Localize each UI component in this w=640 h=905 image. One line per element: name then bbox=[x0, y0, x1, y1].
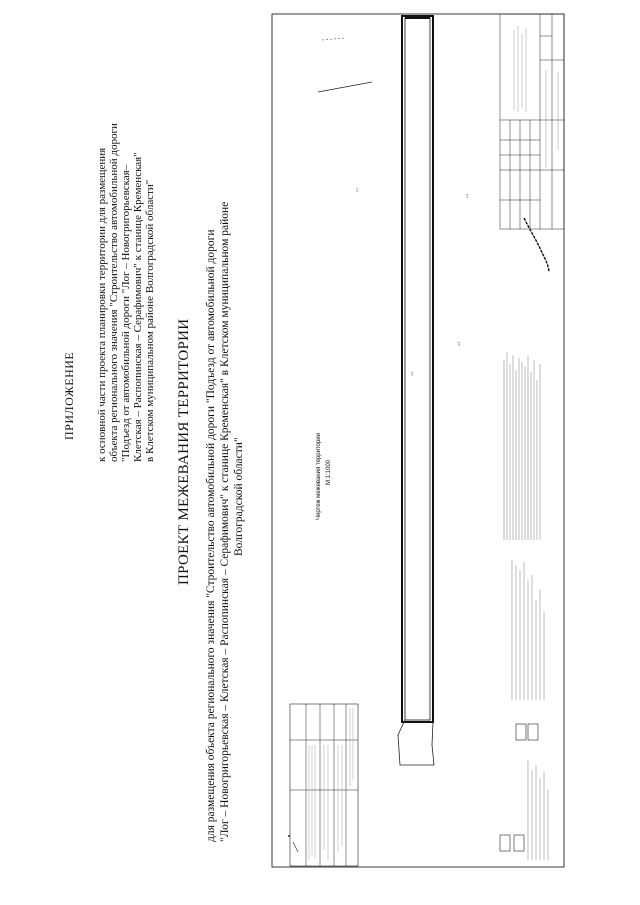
svg-text:н 3: н 3 bbox=[410, 371, 414, 376]
legend-table bbox=[290, 704, 358, 866]
svg-text:н 4: н 4 bbox=[465, 193, 469, 198]
road-junction bbox=[398, 720, 434, 765]
project-subtitle-line-1: для размещения объекта регионального значения "Строительство автомобильной дороги "Подъезд от автомобильной дороги bbox=[205, 229, 217, 842]
notes-block bbox=[504, 352, 548, 860]
svg-text:н 1: н 1 bbox=[355, 187, 359, 192]
appendix-line-3: "Подъезд от автомобильной дороги "Лог – Новогригорьевская– bbox=[120, 164, 132, 462]
appendix-line-2: объекта регионального значения "Строительство автомобильной дороги bbox=[108, 123, 120, 462]
map-scale: М 1:1000 bbox=[326, 459, 332, 485]
appendix-heading: ПРИЛОЖЕНИЕ bbox=[62, 351, 76, 440]
map-title: Чертеж межевания территории bbox=[316, 432, 322, 520]
location-sketch-road bbox=[524, 218, 549, 272]
legend-swatch-hatched bbox=[516, 724, 526, 740]
project-subtitle-line-3: Волгоградской области" bbox=[233, 437, 245, 556]
project-title: ПРОЕКТ МЕЖЕВАНИЯ ТЕРРИТОРИИ bbox=[176, 318, 192, 585]
road-corridor-outer bbox=[402, 16, 433, 722]
appendix-line-4: Клетская – Распопинская – Серафимович" к станице Кременская" bbox=[132, 152, 144, 462]
boundary-line bbox=[318, 82, 372, 92]
road-corridor-inner bbox=[405, 18, 430, 720]
appendix-line-5: в Клетском муниципальном районе Волгоградской области" bbox=[144, 179, 156, 462]
legend-swatch-border bbox=[528, 724, 538, 740]
project-subtitle-line-2: "Лог – Новогригорьевская – Клетская – Распопинская – Серафимович" к станице Кременская" в Клетском муниципальном районе bbox=[219, 201, 231, 842]
title-block bbox=[500, 14, 564, 229]
svg-text:н 2: н 2 bbox=[457, 341, 461, 346]
appendix-line-1: к основной части проекта планировки территории для размещения bbox=[96, 147, 108, 462]
